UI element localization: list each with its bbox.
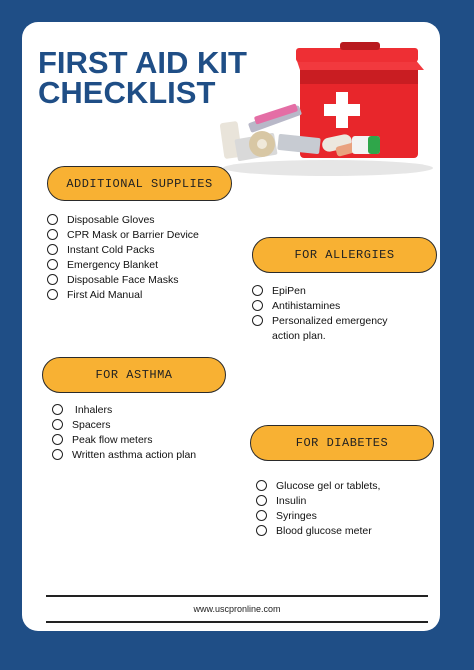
section-header-diabetes: FOR DIABETES [250,425,434,461]
footer-rule-top [46,595,428,597]
section-header-asthma: FOR ASTHMA [42,357,226,393]
first-aid-kit-illustration [218,40,438,180]
list-item[interactable]: Blood glucose meter [256,524,426,539]
circle-checkbox-icon[interactable] [47,274,58,285]
circle-checkbox-icon[interactable] [52,404,63,415]
title-line-1: FIRST AID KIT [38,45,247,80]
list-item[interactable]: Insulin [256,494,426,509]
circle-checkbox-icon[interactable] [252,300,263,311]
footer-website[interactable]: www.uscpronline.com [193,604,281,614]
list-item[interactable]: Inhalers [52,403,242,418]
additional-supplies-list [47,213,247,303]
circle-checkbox-icon[interactable] [47,229,58,240]
list-item[interactable]: Peak flow meters [52,433,242,448]
section-header-additional-supplies: ADDITIONAL SUPPLIES [47,166,232,201]
circle-checkbox-icon[interactable] [52,449,63,460]
circle-checkbox-icon[interactable] [256,510,267,521]
allergies-list [252,284,422,344]
list-item[interactable]: Glucose gel or tablets, [256,479,426,494]
diabetes-list [256,479,426,539]
page-title [38,45,247,110]
title-line-2: CHECKLIST [38,75,216,110]
list-item[interactable]: Emergency Blanket [47,258,247,273]
circle-checkbox-icon[interactable] [252,285,263,296]
list-item[interactable]: Disposable Face Masks [47,273,247,288]
circle-checkbox-icon[interactable] [52,419,63,430]
circle-checkbox-icon[interactable] [47,259,58,270]
footer-rule-bottom [46,621,428,623]
asthma-list [52,403,242,463]
circle-checkbox-icon[interactable] [47,214,58,225]
list-item[interactable]: Instant Cold Packs [47,243,247,258]
circle-checkbox-icon[interactable] [47,244,58,255]
list-item[interactable]: EpiPen [252,284,422,299]
section-header-allergies: FOR ALLERGIES [252,237,437,273]
list-item[interactable]: Syringes [256,509,426,524]
circle-checkbox-icon[interactable] [52,434,63,445]
circle-checkbox-icon[interactable] [256,525,267,536]
list-item[interactable]: Spacers [52,418,242,433]
list-item[interactable]: Disposable Gloves [47,213,247,228]
list-item[interactable]: CPR Mask or Barrier Device [47,228,247,243]
list-item[interactable]: Personalized emergency action plan. [252,314,422,344]
list-item[interactable]: Antihistamines [252,299,422,314]
list-item[interactable]: Written asthma action plan [52,448,242,463]
circle-checkbox-icon[interactable] [47,289,58,300]
circle-checkbox-icon[interactable] [256,495,267,506]
circle-checkbox-icon[interactable] [252,315,263,326]
circle-checkbox-icon[interactable] [256,480,267,491]
list-item[interactable]: First Aid Manual [47,288,247,303]
